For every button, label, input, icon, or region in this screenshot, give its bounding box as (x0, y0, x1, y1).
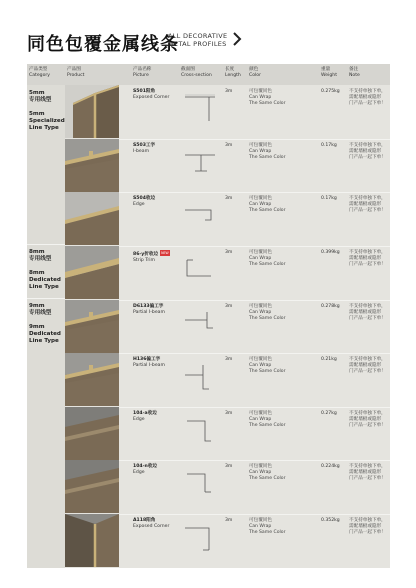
table-row (65, 514, 390, 567)
color-info (249, 250, 286, 269)
color-info (249, 357, 286, 376)
color-cn: 可包覆同色 (249, 250, 272, 255)
note-text (349, 518, 386, 537)
page-title-cn: 同色包覆金属线条 (27, 34, 179, 55)
color-en2: The Same Color (249, 262, 286, 268)
product-code: 86-y折收边 (133, 252, 159, 257)
product-photo (65, 85, 119, 138)
weight-value: 0.399kg (321, 250, 340, 255)
title-en-line1: ALL DECORATIVE (168, 32, 228, 40)
color-en2: The Same Color (249, 369, 286, 375)
category-9mm-en: 9mm Dedicated Line Type (29, 324, 61, 345)
header-cn: 颜色 (249, 67, 259, 72)
note-line3: 门产品一起下单！ (349, 423, 386, 429)
color-en2: The Same Color (249, 530, 286, 536)
color-cn: 可包覆同色 (249, 196, 272, 201)
color-cn: 可包覆同色 (249, 464, 272, 469)
note-line2: 需配墙板或隐形 (349, 470, 382, 476)
table-row (65, 460, 390, 513)
note-line1: 不支持单独下单， (349, 304, 386, 309)
product-code: S504收边 (133, 196, 156, 201)
length-value: 3m (225, 250, 233, 255)
header-category (29, 67, 50, 78)
note-line1: 不支持单独下单， (349, 464, 386, 469)
note-text (349, 357, 386, 376)
product-photo (65, 460, 119, 513)
color-info (249, 196, 286, 215)
color-en1: Can Wrap (249, 149, 272, 155)
color-en1: Can Wrap (249, 524, 272, 530)
note-line2: 需配墙板或隐形 (349, 149, 382, 155)
category-9mm-cn: 9mm 专用线型 (29, 303, 52, 317)
note-line3: 门产品一起下单！ (349, 101, 386, 107)
note-text (349, 196, 386, 215)
color-info (249, 518, 286, 537)
color-info (249, 464, 286, 483)
note-line2: 需配墙板或隐形 (349, 363, 382, 369)
header-en: Category (29, 72, 50, 78)
header-en: Cross-section (181, 72, 212, 78)
product-desc: Edge (133, 470, 145, 476)
category-divider (27, 298, 65, 299)
color-en1: Can Wrap (249, 310, 272, 316)
product-photo (65, 514, 119, 567)
weight-value: 0.17kg (321, 143, 337, 148)
color-en1: Can Wrap (249, 417, 272, 423)
product-desc: Partial I-beam (133, 363, 165, 369)
note-line3: 门产品一起下单！ (349, 316, 386, 322)
weight-value: 0.352kg (321, 518, 340, 523)
note-text (349, 304, 386, 323)
table-row (65, 246, 390, 299)
product-desc: I-beam (133, 149, 150, 155)
product-photo (65, 407, 119, 460)
color-en2: The Same Color (249, 423, 286, 429)
note-line2: 需配墙板或隐形 (349, 95, 382, 101)
category-5mm-cn: 5mm 专用线型 (29, 90, 52, 104)
title-en-line2: METAL PROFILES (168, 40, 227, 48)
product-name (133, 304, 165, 316)
chevron-right-icon[interactable] (230, 30, 244, 48)
note-line3: 门产品一起下单！ (349, 530, 386, 536)
header-en: Weight (321, 72, 338, 78)
color-en1: Can Wrap (249, 95, 272, 101)
note-line3: 门产品一起下单！ (349, 208, 386, 214)
page-title-en (168, 32, 227, 48)
header-color (249, 67, 261, 78)
note-line3: 门产品一起下单！ (349, 262, 386, 268)
note-line3: 门产品一起下单！ (349, 369, 386, 375)
header-en: Product (67, 72, 85, 78)
table-row (65, 407, 390, 460)
color-en1: Can Wrap (249, 470, 272, 476)
length-value: 3m (225, 518, 233, 523)
note-line2: 需配墙板或隐形 (349, 310, 382, 316)
product-name (133, 143, 155, 155)
table-row (65, 139, 390, 192)
cross-section-diagram (181, 145, 219, 181)
color-en2: The Same Color (249, 476, 286, 482)
header-cn: 产品名称 (133, 67, 152, 72)
note-line2: 需配墙板或隐形 (349, 202, 382, 208)
weight-value: 0.278kg (321, 304, 340, 309)
product-desc: Strip Trim (133, 258, 156, 264)
note-text (349, 411, 386, 430)
cross-section-diagram (181, 359, 219, 395)
color-info (249, 143, 286, 162)
header-en: Picture (133, 72, 149, 78)
product-code: 104-a收边 (133, 411, 157, 416)
color-en2: The Same Color (249, 155, 286, 161)
color-cn: 可包覆同色 (249, 143, 272, 148)
product-desc: Edge (133, 417, 145, 423)
category-divider (27, 244, 65, 245)
note-line1: 不支持单独下单， (349, 411, 386, 416)
product-code: H136偏工字 (133, 357, 161, 362)
header-cn: 产品图 (67, 67, 81, 72)
note-line3: 门产品一起下单！ (349, 155, 386, 161)
new-badge: NEW (161, 251, 169, 255)
color-en1: Can Wrap (249, 202, 272, 208)
category-8mm-en: 8mm Dedicated Line Type (29, 270, 61, 291)
product-name (133, 250, 170, 264)
header-cn: 截面图 (181, 67, 195, 72)
header-cn: 备注 (349, 67, 359, 72)
product-code: A118阳角 (133, 518, 156, 523)
length-value: 3m (225, 196, 233, 201)
product-desc: Partial I-beam (133, 310, 165, 316)
note-text (349, 89, 386, 108)
color-en1: Can Wrap (249, 256, 272, 262)
note-line2: 需配墙板或隐形 (349, 256, 382, 262)
header-en: Color (249, 72, 261, 78)
header-cn: 重量 (321, 67, 331, 72)
length-value: 3m (225, 411, 233, 416)
table-row (65, 300, 390, 353)
weight-value: 0.224kg (321, 464, 340, 469)
header-note (349, 67, 360, 78)
category-5mm-en: 5mm Specialized Line Type (29, 111, 65, 132)
note-line1: 不支持单独下单， (349, 518, 386, 523)
weight-value: 0.27kg (321, 411, 337, 416)
cross-section-diagram (181, 413, 219, 449)
product-name (133, 518, 169, 530)
header-en: Note (349, 72, 360, 78)
length-value: 3m (225, 357, 233, 362)
header-length (225, 67, 241, 78)
product-photo (65, 139, 119, 192)
product-name (133, 196, 155, 208)
product-name (133, 89, 169, 101)
product-name (133, 357, 165, 369)
product-photo (65, 353, 119, 406)
cross-section-diagram (181, 520, 219, 556)
length-value: 3m (225, 143, 233, 148)
note-line1: 不支持单独下单， (349, 196, 386, 201)
color-info (249, 411, 286, 430)
category-column (27, 85, 65, 568)
product-name (133, 464, 157, 476)
cross-section-diagram (181, 198, 219, 234)
product-desc: Exposed Corner (133, 95, 170, 101)
product-photo (65, 246, 119, 299)
color-info (249, 304, 286, 323)
note-text (349, 143, 386, 162)
color-en2: The Same Color (249, 208, 286, 214)
product-code: S501阳角 (133, 89, 156, 94)
product-name (133, 411, 157, 423)
color-en2: The Same Color (249, 316, 286, 322)
product-code: S503工字 (133, 143, 156, 148)
color-en2: The Same Color (249, 101, 286, 107)
header-product (67, 67, 84, 78)
note-text (349, 464, 386, 483)
length-value: 3m (225, 464, 233, 469)
table-row (65, 85, 390, 138)
note-line2: 需配墙板或隐形 (349, 524, 382, 530)
product-code: 104-n收边 (133, 464, 157, 469)
note-text (349, 250, 386, 269)
product-photo (65, 300, 119, 353)
table-header (27, 64, 390, 85)
header-cross-section (181, 67, 212, 78)
note-line3: 门产品一起下单！ (349, 476, 386, 482)
color-cn: 可包覆同色 (249, 304, 272, 309)
product-desc: Edge (133, 202, 145, 208)
header-weight (321, 67, 337, 78)
weight-value: 0.21kg (321, 357, 337, 362)
color-en1: Can Wrap (249, 363, 272, 369)
note-line1: 不支持单独下单， (349, 357, 386, 362)
color-cn: 可包覆同色 (249, 518, 272, 523)
color-cn: 可包覆同色 (249, 411, 272, 416)
product-photo (65, 192, 119, 245)
cross-section-diagram (181, 466, 219, 502)
weight-value: 0.17kg (321, 196, 337, 201)
table-row (65, 353, 390, 406)
length-value: 3m (225, 304, 233, 309)
product-code: D6133偏工字 (133, 304, 164, 309)
cross-section-diagram (181, 306, 219, 342)
color-cn: 可包覆同色 (249, 89, 272, 94)
color-info (249, 89, 286, 108)
table-row (65, 192, 390, 245)
cross-section-diagram (181, 91, 219, 127)
weight-value: 0.275kg (321, 89, 340, 94)
category-8mm-cn: 8mm 专用线型 (29, 249, 52, 263)
product-table (27, 64, 390, 568)
note-line1: 不支持单独下单， (349, 143, 386, 148)
length-value: 3m (225, 89, 233, 94)
note-line1: 不支持单独下单， (349, 89, 386, 94)
header-en: Length (225, 72, 241, 78)
header-picture (133, 67, 151, 78)
color-cn: 可包覆同色 (249, 357, 272, 362)
header-cn: 长度 (225, 67, 235, 72)
note-line1: 不支持单独下单， (349, 250, 386, 255)
header-cn: 产品类型 (29, 67, 48, 72)
note-line2: 需配墙板或隐形 (349, 417, 382, 423)
cross-section-diagram (181, 252, 219, 288)
product-desc: Exposed Corner (133, 524, 170, 530)
